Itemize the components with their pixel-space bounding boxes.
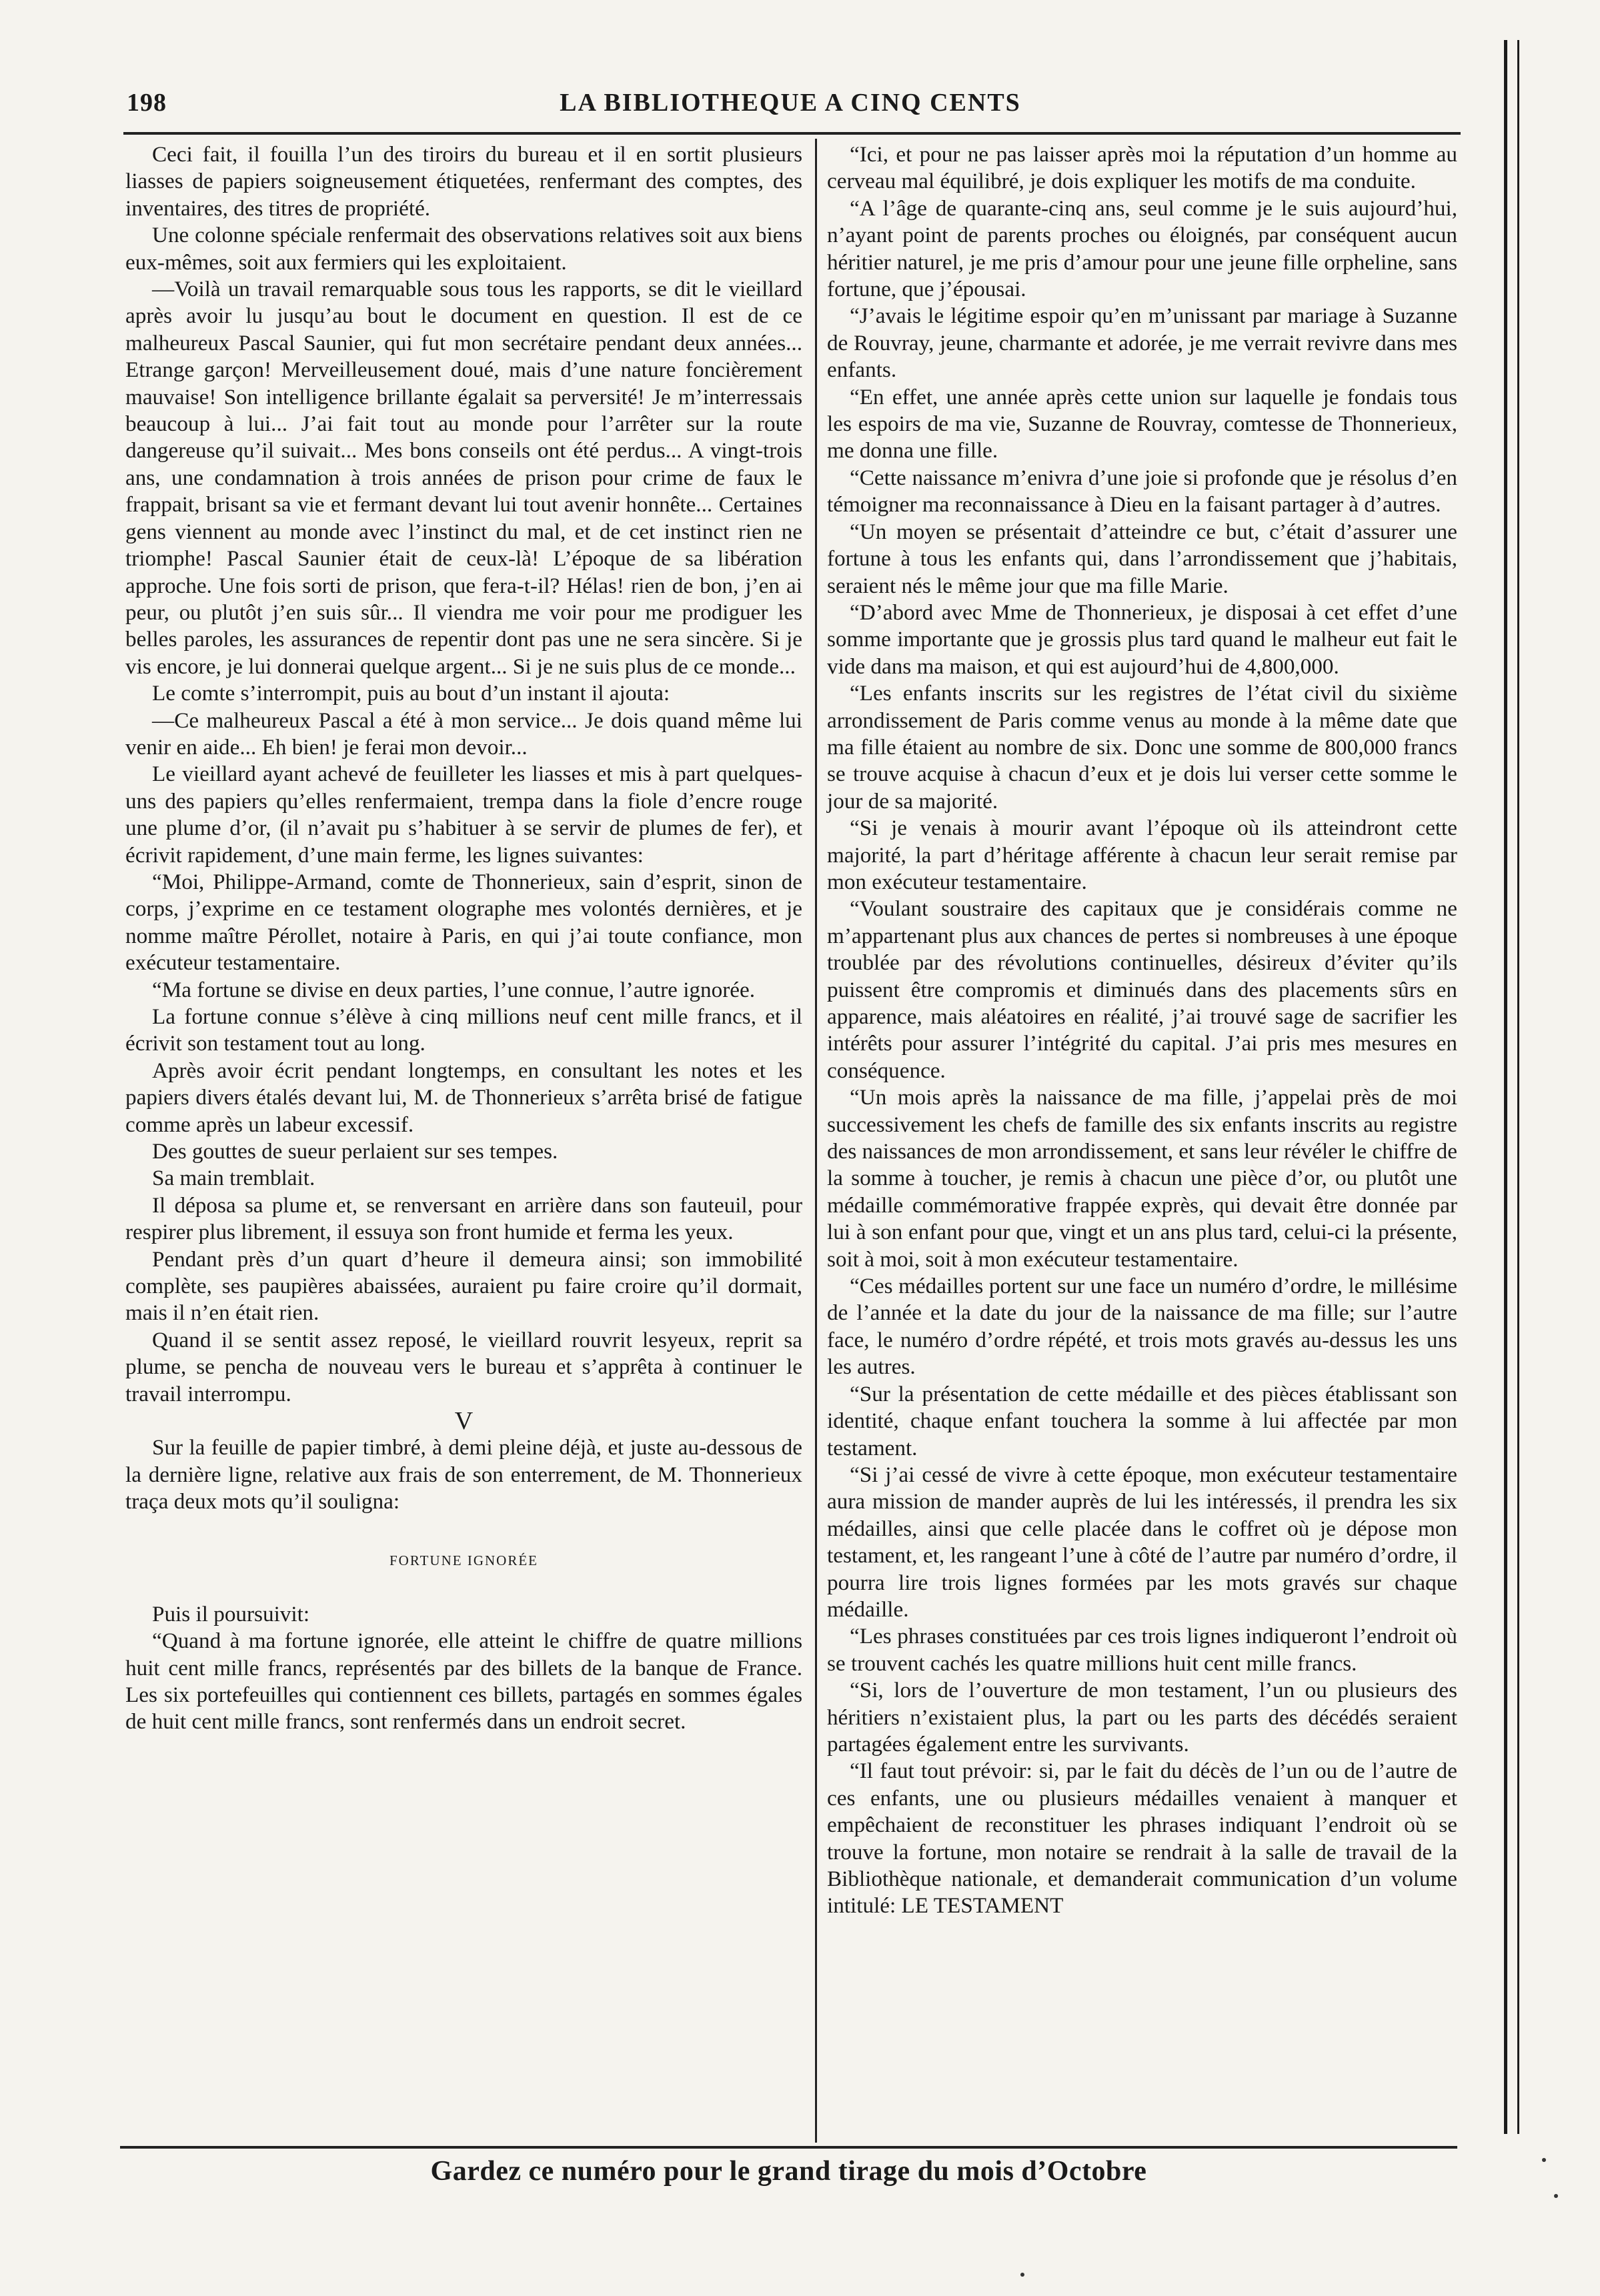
paragraph: Puis il poursuivit: [152,1601,310,1626]
paragraph: “A l’âge de quarante-cinq ans, seul comme je le suis aujourd’hui, n’ayant point de parents proches ou éloignés, par conséquent aucun héritier naturel, je me pris d’amour pour une jeune fille orpheline, sans fortune, que j’épousai. [827,195,1457,302]
print-speck [1554,2194,1558,2198]
paragraph: “Si je venais à mourir avant l’époque où ils atteindront cette majorité, la part d’héritage afférente à chacun leur serait remise par mon exécuteur testamentaire. [827,816,1457,894]
paragraph: “Si j’ai cessé de vivre à cette époque, mon exécuteur testamentaire aura mission de mander auprès de lui les intéressés, il prendra les six médailles, ainsi que celle placée dans le coffret où je dépose mon testament, et, les rangeant l’une à côté de l’autre par numéro d’ordre, il pourra lire trois lignes formées par les mots gravés sur chaque médaille. [827,1462,1457,1622]
paragraph: “Si, lors de l’ouverture de mon testament, l’un ou plusieurs des héritiers n’existaient plus, la part ou les parts des décédés seraient partagées également entre les survivants. [827,1678,1457,1757]
paragraph: “Les enfants inscrits sur les registres de l’état civil du sixième arrondissement de Paris comme venus au monde à la même date que ma fille étaient au nombre de six. Donc une somme de 800,000 francs se trouve acquise à chacun d’eux et je dois lui verser cette somme le jour de sa majorité. [827,681,1457,814]
paragraph: “Les phrases constituées par ces trois lignes indiqueront l’endroit où se trouvent cachés les quatre millions huit cent mille francs. [827,1624,1457,1676]
paragraph: “J’avais le légitime espoir qu’en m’unissant par mariage à Suzanne de Rouvray, jeune, charmante et adorée, je me verrait revivre dans mes enfants. [827,303,1457,383]
paragraph: “Un moyen se présentait d’atteindre ce but, c’était d’assurer une fortune à tous les enfants qui, dans l’arrondissement que j’habitais, seraient nés le même jour que ma fille Marie. [827,519,1457,598]
paragraph: “Un mois après la naissance de ma fille, j’appelai près de moi successivement les chefs de famille des six enfants inscrits au registre des naissances de mon arrondissement, et sans leur révéler le chiffre de la somme à toucher, je remis à chacun une pièce d’or, ou plutôt une médaille commémorative frappée exprès, qui devait être donnée par lui à son enfant pour que, vingt et un ans plus tard, celui-ci la présente, soit à moi, soit à mon exécuteur testamentaire. [827,1085,1457,1272]
paragraph: “Ces médailles portent sur une face un numéro d’ordre, le millésime de l’année et la date du jour de la naissance de ma fille; sur l’autre face, le numéro d’ordre répété, et trois mots gravés au-dessus les uns les autres. [827,1274,1457,1380]
paragraph: “D’abord avec Mme de Thonnerieux, je disposai à cet effet d’une somme importante que je grossis plus tard quand le malheur eut fait le vide dans ma maison, et qui est aujourd’hui de 4,800,000. [827,600,1457,679]
binding-edge [1491,0,1600,2296]
paragraph: Sa main tremblait. [152,1166,315,1191]
chapter-number: V [454,1407,474,1436]
binding-line [1517,40,1519,2134]
subheading: FORTUNE IGNORÉE [389,1552,538,1569]
paragraph: “Ma fortune se divise en deux parties, l’une connue, l’autre ignorée. [152,977,756,1002]
paragraph: “Moi, Philippe-Armand, comte de Thonnerieux, sain d’esprit, sinon de corps, j’exprime en ce testament olographe mes volontés dernières, et je nomme maître Pérollet, notaire à Paris, en qui j’ai toute confiance, mon exécuteur testamentaire. [125,869,802,976]
paragraph: Ceci fait, il fouilla l’un des tiroirs du bureau et il en sortit plusieurs liasses de papiers soigneusement étiquetées, renfermant des comptes, des inventaires, des titres de propriété. [125,142,802,221]
header-rule [123,132,1461,135]
paragraph: La fortune connue s’élève à cinq millions neuf cent mille francs, et il écrivit son testament tout au long. [125,1004,802,1056]
paragraph: Des gouttes de sueur perlaient sur ses tempes. [152,1139,558,1164]
paragraph: —Ce malheureux Pascal a été à mon service... Je dois quand même lui venir en aide... Eh bien! je ferai mon devoir... [125,708,802,760]
paragraph: “Sur la présentation de cette médaille et des pièces établissant son identité, chaque enfant touchera la somme à lui affectée par mon testament. [827,1381,1457,1460]
binding-line [1504,40,1507,2134]
paragraph: “Quand à ma fortune ignorée, elle atteint le chiffre de quatre millions huit cent mille francs, représentés par des billets de la banque de France. Les six portefeuilles qui contiennent ces billets, partagés en sommes égales de huit cent mille francs, sont renfermés dans un endroit secret. [125,1628,802,1735]
paragraph: “Cette naissance m’enivra d’une joie si profonde que je résolus d’en témoigner ma reconnaissance à Dieu en la faisant partager à d’autres. [827,465,1457,517]
paragraph: Il déposa sa plume et, se renversant en arrière dans son fauteuil, pour respirer plus librement, il essuya son front humide et ferma les yeux. [125,1192,802,1245]
print-speck [1542,2158,1546,2162]
footer-rule [120,2146,1457,2149]
running-title: LA BIBLIOTHEQUE A CINQ CENTS [560,89,1021,117]
print-speck [1020,2273,1024,2277]
left-column [125,141,802,1736]
paragraph: Sur la feuille de papier timbré, à demi pleine déjà, et juste au-dessous de la dernière ligne, relative aux frais de son enterrement, de M. Thonnerieux traça deux mots qu’il souligna: [125,1435,802,1514]
paragraph: Quand il se sentit assez reposé, le vieillard rouvrit lesyeux, reprit sa plume, se pencha de nouveau vers le bureau et s’apprêta à continuer le travail interrompu. [125,1327,802,1406]
paragraph: —Voilà un travail remarquable sous tous les rapports, se dit le vieillard après avoir lu jusqu’au bout le document en question. Il est de ce malheureux Pascal Saunier, qui fut mon secrétaire pendant deux années... Etrange garçon! Merveilleusement doué, mais d’une nature foncièrement mauvaise! Son intelligence brillante égalait sa perversité! Je m’interressais beaucoup à lui... J’ai fait tout au monde pour l’arrêter sur la route dangereuse qu’il suivait... Mes bons conseils ont été perdus... A vingt-trois ans, une condamnation à trois années de prison pour crime de faux le frappait, brisant sa vie et fermant devant lui tout avenir honnête... Certaines gens viennent au monde avec l’instinct du mal, et de cet instinct rien ne triomphe! Pascal Saunier était de ceux-là! L’époque de sa libération approche. Une fois sorti de prison, que fera-t-il? Hélas! rien de bon, j’en ai peur, ou plutôt j’en suis sûr... Il viendra me voir pour me prodiguer les belles paroles, les assurances de repentir dont pas une ne sera sincère. Si je vis encore, je lui donnerai quelque argent... Si je ne suis plus de ce monde... [125,277,802,679]
paragraph: “Voulant soustraire des capitaux que je considérais comme ne m’appartenant plus aux chances de pertes si nombreuses à une époque troublée par des révolutions continuelles, désireux d’éviter qu’ils puissent être compromis et diminués dans des placements sûrs en apparence, mais aléatoires en réalité, j’ai trouvé sage de sacrifier les intérêts pour assurer l’intégrité du capital. J’ai pris mes mesures en conséquence. [827,896,1457,1083]
paragraph: Une colonne spéciale renfermait des observations relatives soit aux biens eux-mêmes, soit aux fermiers qui les exploitaient. [125,223,802,275]
paragraph: “Ici, et pour ne pas laisser après moi la réputation d’un homme au cerveau mal équilibré, je dois expliquer les motifs de ma conduite. [827,142,1457,194]
right-column [827,141,1457,1920]
footer-note: Gardez ce numéro pour le grand tirage du mois d’Octobre [430,2156,1147,2187]
paragraph: “Il faut tout prévoir: si, par le fait du décès de l’un ou de l’autre de ces enfants, une ou plusieurs médailles venaient à manquer et empêchaient de reconstituer les phrases indiquant l’endroit où se trouve la fortune, mon notaire se rendrait à la salle de travail de la Bibliothèque nationale, et demanderait communication d’un volume intitulé: LE TESTAMENT [827,1759,1457,1919]
paragraph: “En effet, une année après cette union sur laquelle je fondais tous les espoirs de ma vie, Suzanne de Rouvray, comtesse de Thonnerieux, me donna une fille. [827,384,1457,463]
column-divider [815,139,817,2143]
paragraph: Le comte s’interrompit, puis au bout d’un instant il ajouta: [152,681,670,706]
paragraph: Après avoir écrit pendant longtemps, en consultant les notes et les papiers divers étalés devant lui, M. de Thonnerieux s’arrêta brisé de fatigue comme après un labeur excessif. [125,1058,802,1137]
paragraph: Le vieillard ayant achevé de feuilleter les liasses et mis à part quelques-uns des papiers qu’elles renfermaient, trempa dans la fiole d’encre rouge une plume d’or, (il n’avait pu s’habituer à se servir de plumes de fer), et écrivit rapidement, d’une main ferme, les lignes suivantes: [125,762,802,868]
paragraph: Pendant près d’un quart d’heure il demeura ainsi; son immobilité complète, ses paupières abaissées, auraient pu faire croire qu’il dormait, mais il n’en était rien. [125,1246,802,1326]
page-header [127,88,1454,121]
page-number: 198 [127,89,167,117]
